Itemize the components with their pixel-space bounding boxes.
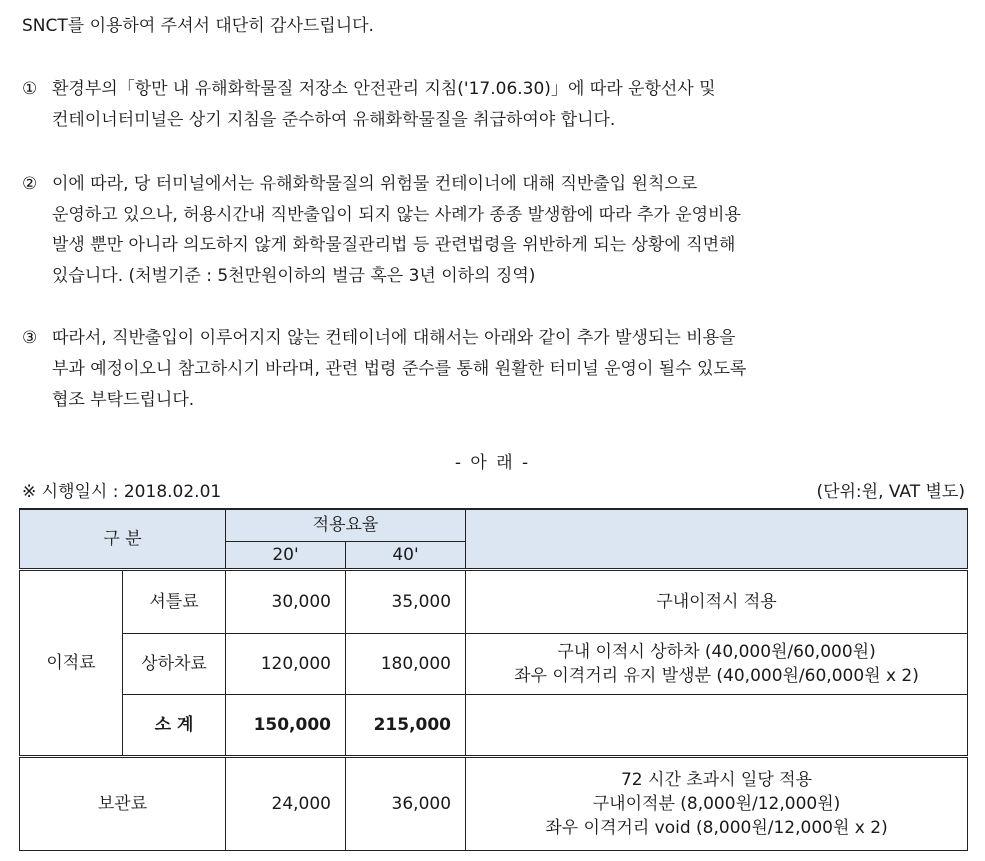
handling-20ft: 120,000	[226, 633, 346, 694]
paragraph-2-line-4: 있습니다. (처벌기준 : 5천만원이하의 벌금 혹은 3년 이하의 징역)	[52, 266, 536, 286]
handling-note-line-1: 구내 이적시 상하차 (40,000원/60,000원)	[557, 641, 876, 662]
subtotal-label: 소 계	[123, 694, 226, 756]
table-row-subtotal	[20, 694, 968, 756]
table-header-row	[20, 509, 968, 541]
paragraph-3-line-2: 부과 예정이오니 참고하시기 바라며, 관련 법령 준수를 통해 원활한 터미널 운영이 될수 있도록	[52, 359, 747, 379]
header-rate: 적용요율	[226, 509, 466, 541]
header-note	[466, 509, 968, 569]
storage-40ft: 36,000	[346, 756, 466, 850]
transfer-group-label: 이적료	[20, 569, 123, 756]
header-20ft: 20'	[226, 541, 346, 569]
shuttle-note-line: 구내이적시 적용	[656, 591, 777, 612]
shuttle-label: 셔틀료	[123, 569, 226, 633]
handling-note	[466, 633, 968, 694]
paragraph-3-marker: ③	[22, 328, 38, 348]
fee-table	[19, 508, 968, 851]
storage-label: 보관료	[20, 756, 226, 850]
shuttle-20ft: 30,000	[226, 569, 346, 633]
paragraph-1-marker: ①	[22, 79, 38, 99]
storage-note-line-3: 좌우 이격거리 void (8,000원/12,000원 x 2)	[545, 817, 888, 838]
paragraph-2-line-2: 운영하고 있으나, 허용시간내 직반출입이 되지 않는 사례가 종종 발생함에 따라 추가 운영비용	[52, 205, 741, 225]
handling-label: 상하차료	[123, 633, 226, 694]
storage-note-line-2: 구내이적분 (8,000원/12,000원)	[592, 793, 841, 814]
handling-note-line-2: 좌우 이격거리 유지 발생분 (40,000원/60,000원 x 2)	[514, 665, 919, 686]
paragraph-2-line-3: 발생 뿐만 아니라 의도하지 않게 화학물질관리법 등 관련법령을 위반하게 되는 상황에 직면해	[52, 235, 736, 255]
header-40ft: 40'	[346, 541, 466, 569]
table-row-storage	[20, 756, 968, 850]
header-category: 구 분	[20, 509, 226, 569]
storage-note	[466, 756, 968, 850]
effective-date: ※ 시행일시 : 2018.02.01	[22, 482, 222, 502]
unit-note: (단위:원, VAT 별도)	[816, 482, 965, 502]
table-row-handling	[20, 633, 968, 694]
handling-40ft: 180,000	[346, 633, 466, 694]
subtotal-40ft: 215,000	[346, 694, 466, 756]
paragraph-2-marker: ②	[22, 174, 38, 194]
paragraph-1-line-2: 컨테이너터미널은 상기 지침을 준수하여 유해화학물질을 취급하여야 합니다.	[52, 110, 616, 130]
paragraph-1-line-1: 환경부의「항만 내 유해화학물질 저장소 안전관리 지침('17.06.30)」에 따라 운항선사 및	[52, 79, 716, 99]
storage-20ft: 24,000	[226, 756, 346, 850]
table-row-shuttle	[20, 569, 968, 633]
shuttle-note	[466, 569, 968, 633]
storage-note-line-1: 72 시간 초과시 일당 적용	[620, 769, 813, 790]
greeting-text: SNCT를 이용하여 주셔서 대단히 감사드립니다.	[22, 16, 374, 36]
subtotal-note	[466, 694, 968, 756]
paragraph-2-line-1: 이에 따라, 당 터미널에서는 유해화학물질의 위험물 컨테이너에 대해 직반출입 원칙으로	[52, 174, 698, 194]
paragraph-3-line-1: 따라서, 직반출입이 이루어지지 않는 컨테이너에 대해서는 아래와 같이 추가 발생되는 비용을	[52, 328, 736, 348]
subtotal-20ft: 150,000	[226, 694, 346, 756]
notice-title: - 아 래 -	[454, 453, 531, 473]
shuttle-40ft: 35,000	[346, 569, 466, 633]
paragraph-3-line-3: 협조 부탁드립니다.	[52, 390, 195, 410]
